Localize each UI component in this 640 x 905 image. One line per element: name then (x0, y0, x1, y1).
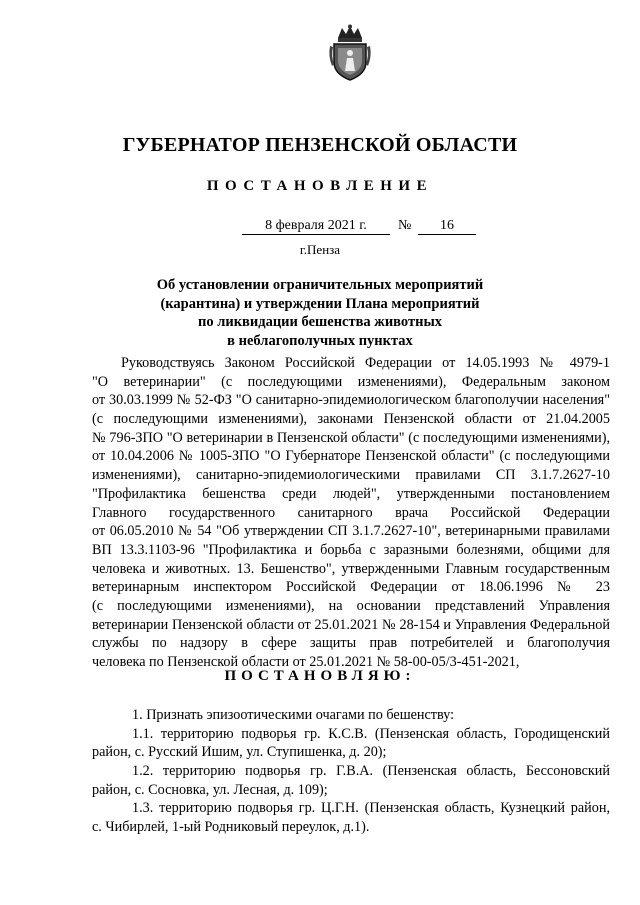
title-line: в неблагополучных пунктах (227, 332, 413, 349)
preamble-line: от 10.04.2006 № 1005-ЗПО "О Губернаторе Пензенской области" (с последующими (92, 448, 610, 465)
title-line: по ликвидации бешенства животных (197, 314, 443, 331)
item-line: 1. Признать эпизоотическими очагами по бешенству: (132, 707, 455, 723)
item-line: с. Чибирлей, 1-ый Родниковый переулок, д.1). (92, 819, 370, 836)
preamble-line: от 06.05.2010 № 54 "Об утверждении СП 3.1.7.2627-10", ветеринарными правилами (92, 523, 610, 540)
document-title (0, 276, 640, 350)
item-line: 1.1. территорию подворья гр. К.С.В. (Пензенская область, Городищенский (132, 725, 610, 742)
item-line: 1.2. территорию подворья гр. Г.В.А. (Пензенская область, Бессоновский (132, 763, 610, 780)
preamble-paragraph (92, 354, 610, 672)
preamble-line: от 30.03.1999 № 52-ФЗ "О санитарно-эпидемиологическом благополучии населения" (92, 392, 610, 409)
authority-heading: ГУБЕРНАТОР ПЕНЗЕНСКОЙ ОБЛАСТИ (122, 134, 518, 156)
preamble-line: службы по надзору в сфере защиты прав потребителей и благополучия (92, 635, 610, 652)
document-type-heading: ПОСТАНОВЛЕНИЕ (206, 178, 434, 194)
decree-heading: ПОСТАНОВЛЯЮ: (224, 668, 416, 684)
title-line: (карантина) и утверждении Плана мероприятий (160, 295, 480, 312)
preamble-line: № 796-ЗПО "О ветеринарии в Пензенской области" (с последующими изменениями), (92, 429, 610, 446)
preamble-line: "Профилактика бешенства среди людей", утвержденными постановлением (92, 485, 610, 502)
preamble-line: Руководствуясь Законом Российской Федерации от 14.05.1993 № 4979-1 (121, 355, 610, 371)
preamble-line: (с последующими изменениями), на основании представлений Управления (92, 597, 610, 614)
title-line: Об установлении ограничительных мероприятий (156, 277, 484, 293)
preamble-line: ВП 13.3.1103-96 "Профилактика и борьба с заразными болезнями, общими для (92, 541, 610, 558)
preamble-line: (с последующими изменениями), законами Пензенской области от 21.04.2005 (92, 411, 610, 428)
item-line: район, с. Сосновка, ул. Лесная, д. 109); (92, 781, 328, 798)
item-line: район, с. Русский Ишим, ул. Ступишенка, д. 20); (92, 744, 387, 761)
city-name: г.Пенза (299, 242, 341, 257)
item-line: 1.3. территорию подворья гр. Ц.Г.Н. (Пензенская область, Кузнецкий район, (132, 800, 610, 817)
document-date: 8 февраля 2021 г. (242, 218, 390, 235)
preamble-line: ветеринарии Пензенской области от 25.01.2021 № 28-154 и Управления Федеральной (92, 616, 610, 633)
coat-of-arms-emblem (326, 24, 374, 82)
number-sign: № (398, 218, 412, 233)
preamble-line: человека по Пензенской области от 25.01.2021 № 58-00-05/3-451-2021, (92, 654, 520, 670)
preamble-line: изменениями), санитарно-эпидемиологическими правилами СП 3.1.7.2627-10 (92, 467, 610, 484)
preamble-line: человека и животных. 13. Бешенство", утвержденными Главным государственным (92, 560, 610, 577)
preamble-line: ветеринарным инспектором Российской Федерации от 18.06.1996 № 23 (92, 579, 610, 596)
decree-items (92, 706, 610, 837)
document-number: 16 (418, 218, 476, 235)
preamble-line: "О ветеринарии" (с последующими изменениями), Федеральным законом (92, 373, 610, 390)
preamble-line: Главного государственного санитарного врача Российской Федерации (92, 504, 610, 521)
